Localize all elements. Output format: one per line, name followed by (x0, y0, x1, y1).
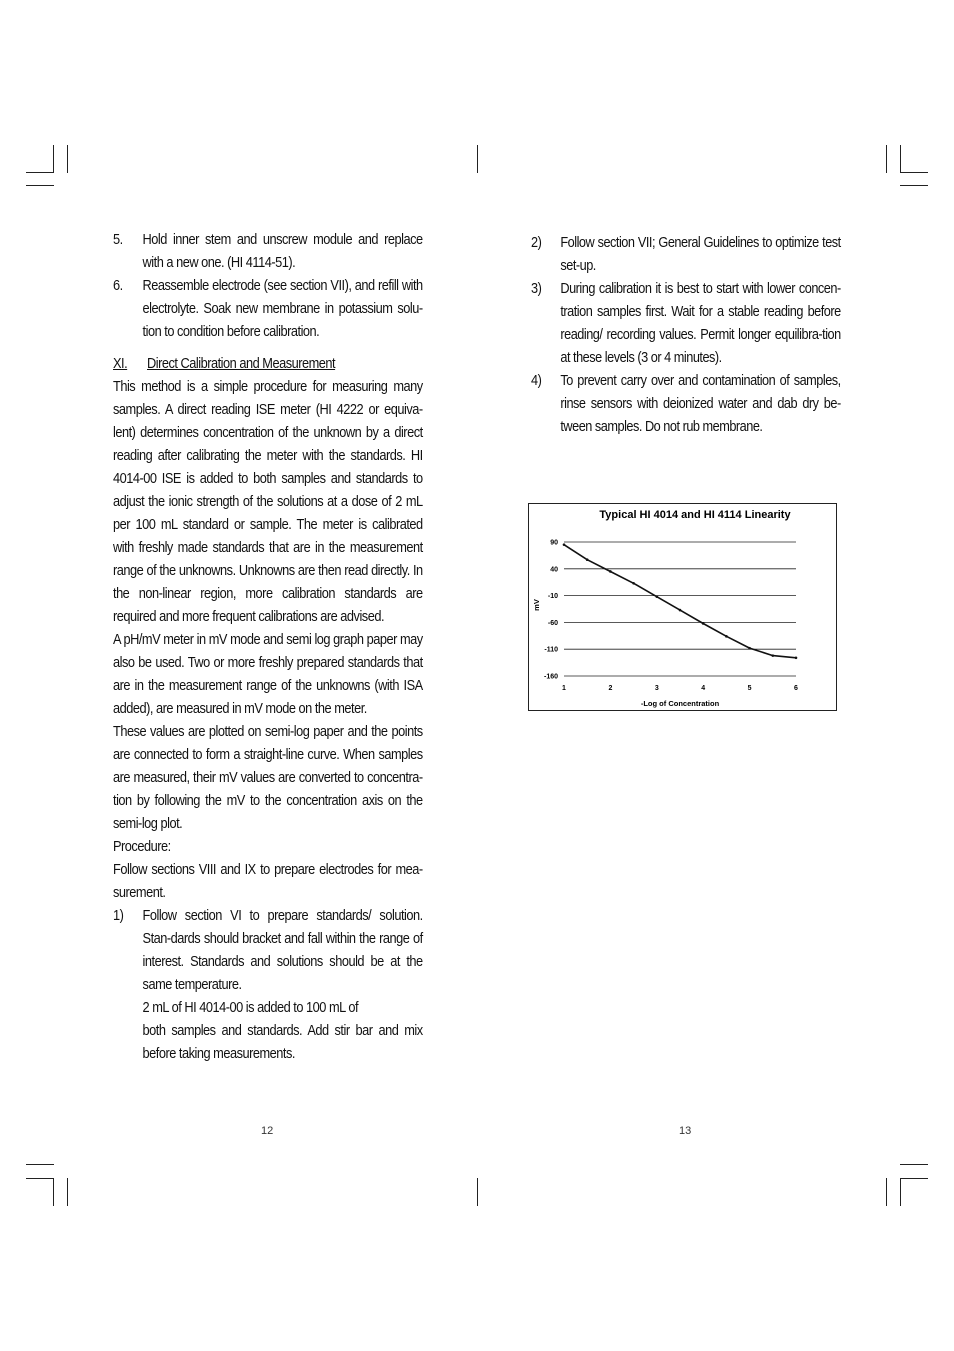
crop-mark (53, 145, 54, 173)
crop-mark (53, 1178, 54, 1206)
step-text: To prevent carry over and contamination of samples, rinse sensors with deionized water and dab dry be-tween samples. Do not rub membrane. (560, 373, 841, 435)
y-tick-label: 40 (550, 566, 558, 574)
step-1 (113, 905, 423, 997)
step-number: 2) (531, 235, 542, 251)
y-tick-label: -10 (547, 593, 558, 601)
step-4 (531, 370, 841, 439)
data-point (725, 635, 728, 638)
y-tick-label: -110 (544, 646, 558, 654)
crop-mark (67, 1178, 68, 1206)
crop-mark (886, 1178, 887, 1206)
x-tick-label: 4 (701, 685, 706, 692)
chart-svg (529, 504, 836, 710)
data-point (656, 595, 659, 598)
data-point (702, 622, 705, 625)
section-number: XI. (113, 356, 128, 372)
crop-mark (886, 145, 887, 173)
paragraph: Follow sections VIII and IX to prepare electrodes for mea-surement. (113, 862, 423, 901)
step-text: Follow section VI to prepare standards/ solution. Stan-dards should bracket and fall within the range of interest. Standards and solutions should be at the same temperature. (142, 908, 423, 993)
crop-mark (900, 145, 901, 173)
y-axis-label: mV (532, 599, 541, 611)
data-point (586, 558, 589, 561)
x-tick-label: 2 (608, 685, 613, 692)
crop-mark (26, 1178, 54, 1179)
y-tick-label: -160 (543, 673, 558, 681)
step-number: 3) (531, 281, 542, 297)
crop-mark (67, 145, 68, 173)
crop-mark (26, 1164, 54, 1165)
x-tick-label: 1 (562, 685, 566, 692)
page-number-right: 13 (679, 1125, 692, 1137)
crop-mark (900, 1178, 928, 1179)
section-heading (113, 353, 423, 376)
step-text: During calibration it is best to start with lower concen-tration samples first. Wait for a stable reading before reading/ recording values. Permit longer equilibra-tion at these levels (3 or 4 minutes). (560, 281, 841, 366)
paragraph: These values are plotted on semi-log paper and the points are connected to form a straight-line curve. When samples are measured, their mV values are converted to concentra-tion by following the mV to the concentration axis on the semi-log plot. (113, 724, 423, 832)
step-5 (113, 229, 423, 275)
crop-mark (900, 1178, 901, 1206)
step-text: Reassemble electrode (see section VII), and refill with electrolyte. Soak new membrane in potassium solu-tion to condition before calibration. (142, 278, 423, 340)
series-line (564, 545, 796, 658)
data-point (563, 543, 566, 546)
x-tick-label: 5 (747, 685, 752, 692)
crop-mark (477, 1178, 478, 1206)
crop-mark (900, 172, 928, 173)
step-continuation: 2 mL of HI 4014-00 is added to 100 mL of (142, 1000, 359, 1016)
paragraph: A pH/mV meter in mV mode and semi log graph paper may also be used. Two or more freshly prepared standards that are in the measurement range of the unknowns (with ISA added), are measured in mV mode on the meter. (113, 632, 423, 717)
step-3 (531, 278, 841, 370)
step-continuation: both samples and standards. Add stir bar and mix before taking measurements. (142, 1023, 423, 1062)
crop-mark (900, 185, 928, 186)
chart-title: Typical HI 4014 and HI 4114 Linearity (599, 509, 791, 521)
y-tick-label: -60 (547, 619, 558, 627)
crop-mark (26, 172, 54, 173)
linearity-chart (528, 503, 837, 711)
step-number: 6. (113, 278, 123, 294)
left-page-column (113, 229, 423, 1066)
data-point (632, 582, 635, 585)
step-number: 4) (531, 373, 542, 389)
right-page-column (531, 232, 841, 439)
step-text: Follow section VII; General Guidelines to optimize test set-up. (560, 235, 841, 274)
data-point (748, 647, 751, 650)
data-point (795, 656, 798, 659)
procedure-label: Procedure: (113, 839, 171, 855)
page-number-left: 12 (261, 1125, 274, 1137)
data-point (772, 654, 775, 657)
x-tick-label: 6 (794, 685, 798, 692)
step-number: 1) (113, 908, 124, 924)
data-point (679, 609, 682, 612)
x-tick-label: 3 (654, 685, 659, 692)
step-2 (531, 232, 841, 278)
crop-mark (26, 185, 54, 186)
crop-mark (477, 145, 478, 173)
y-tick-label: 90 (550, 539, 558, 547)
crop-mark (900, 1164, 928, 1165)
paragraph: This method is a simple procedure for measuring many samples. A direct reading ISE meter (HI 4222 or equiva-lent) determines concentration of the unknown by a direct reading after calibrating the meter with the standards. HI 4014-00 ISE is added to both samples and standards to adjust the ionic strength of the solutions at a dose of 2 mL per 100 mL standard or sample. The meter is calibrated with freshly made standards that are in the measurement range of the unknowns. Unknowns are then read directly. In the non-linear region, more calibration standards are required and more frequent calibrations are advised. (113, 379, 423, 625)
step-6 (113, 275, 423, 344)
step-text: Hold inner stem and unscrew module and replace with a new one. (HI 4114-51). (142, 232, 423, 271)
data-point (609, 570, 612, 573)
x-axis-label: -Log of Concentration (640, 699, 720, 708)
section-title: Direct Calibration and Measurement (147, 356, 336, 372)
step-number: 5. (113, 232, 123, 248)
